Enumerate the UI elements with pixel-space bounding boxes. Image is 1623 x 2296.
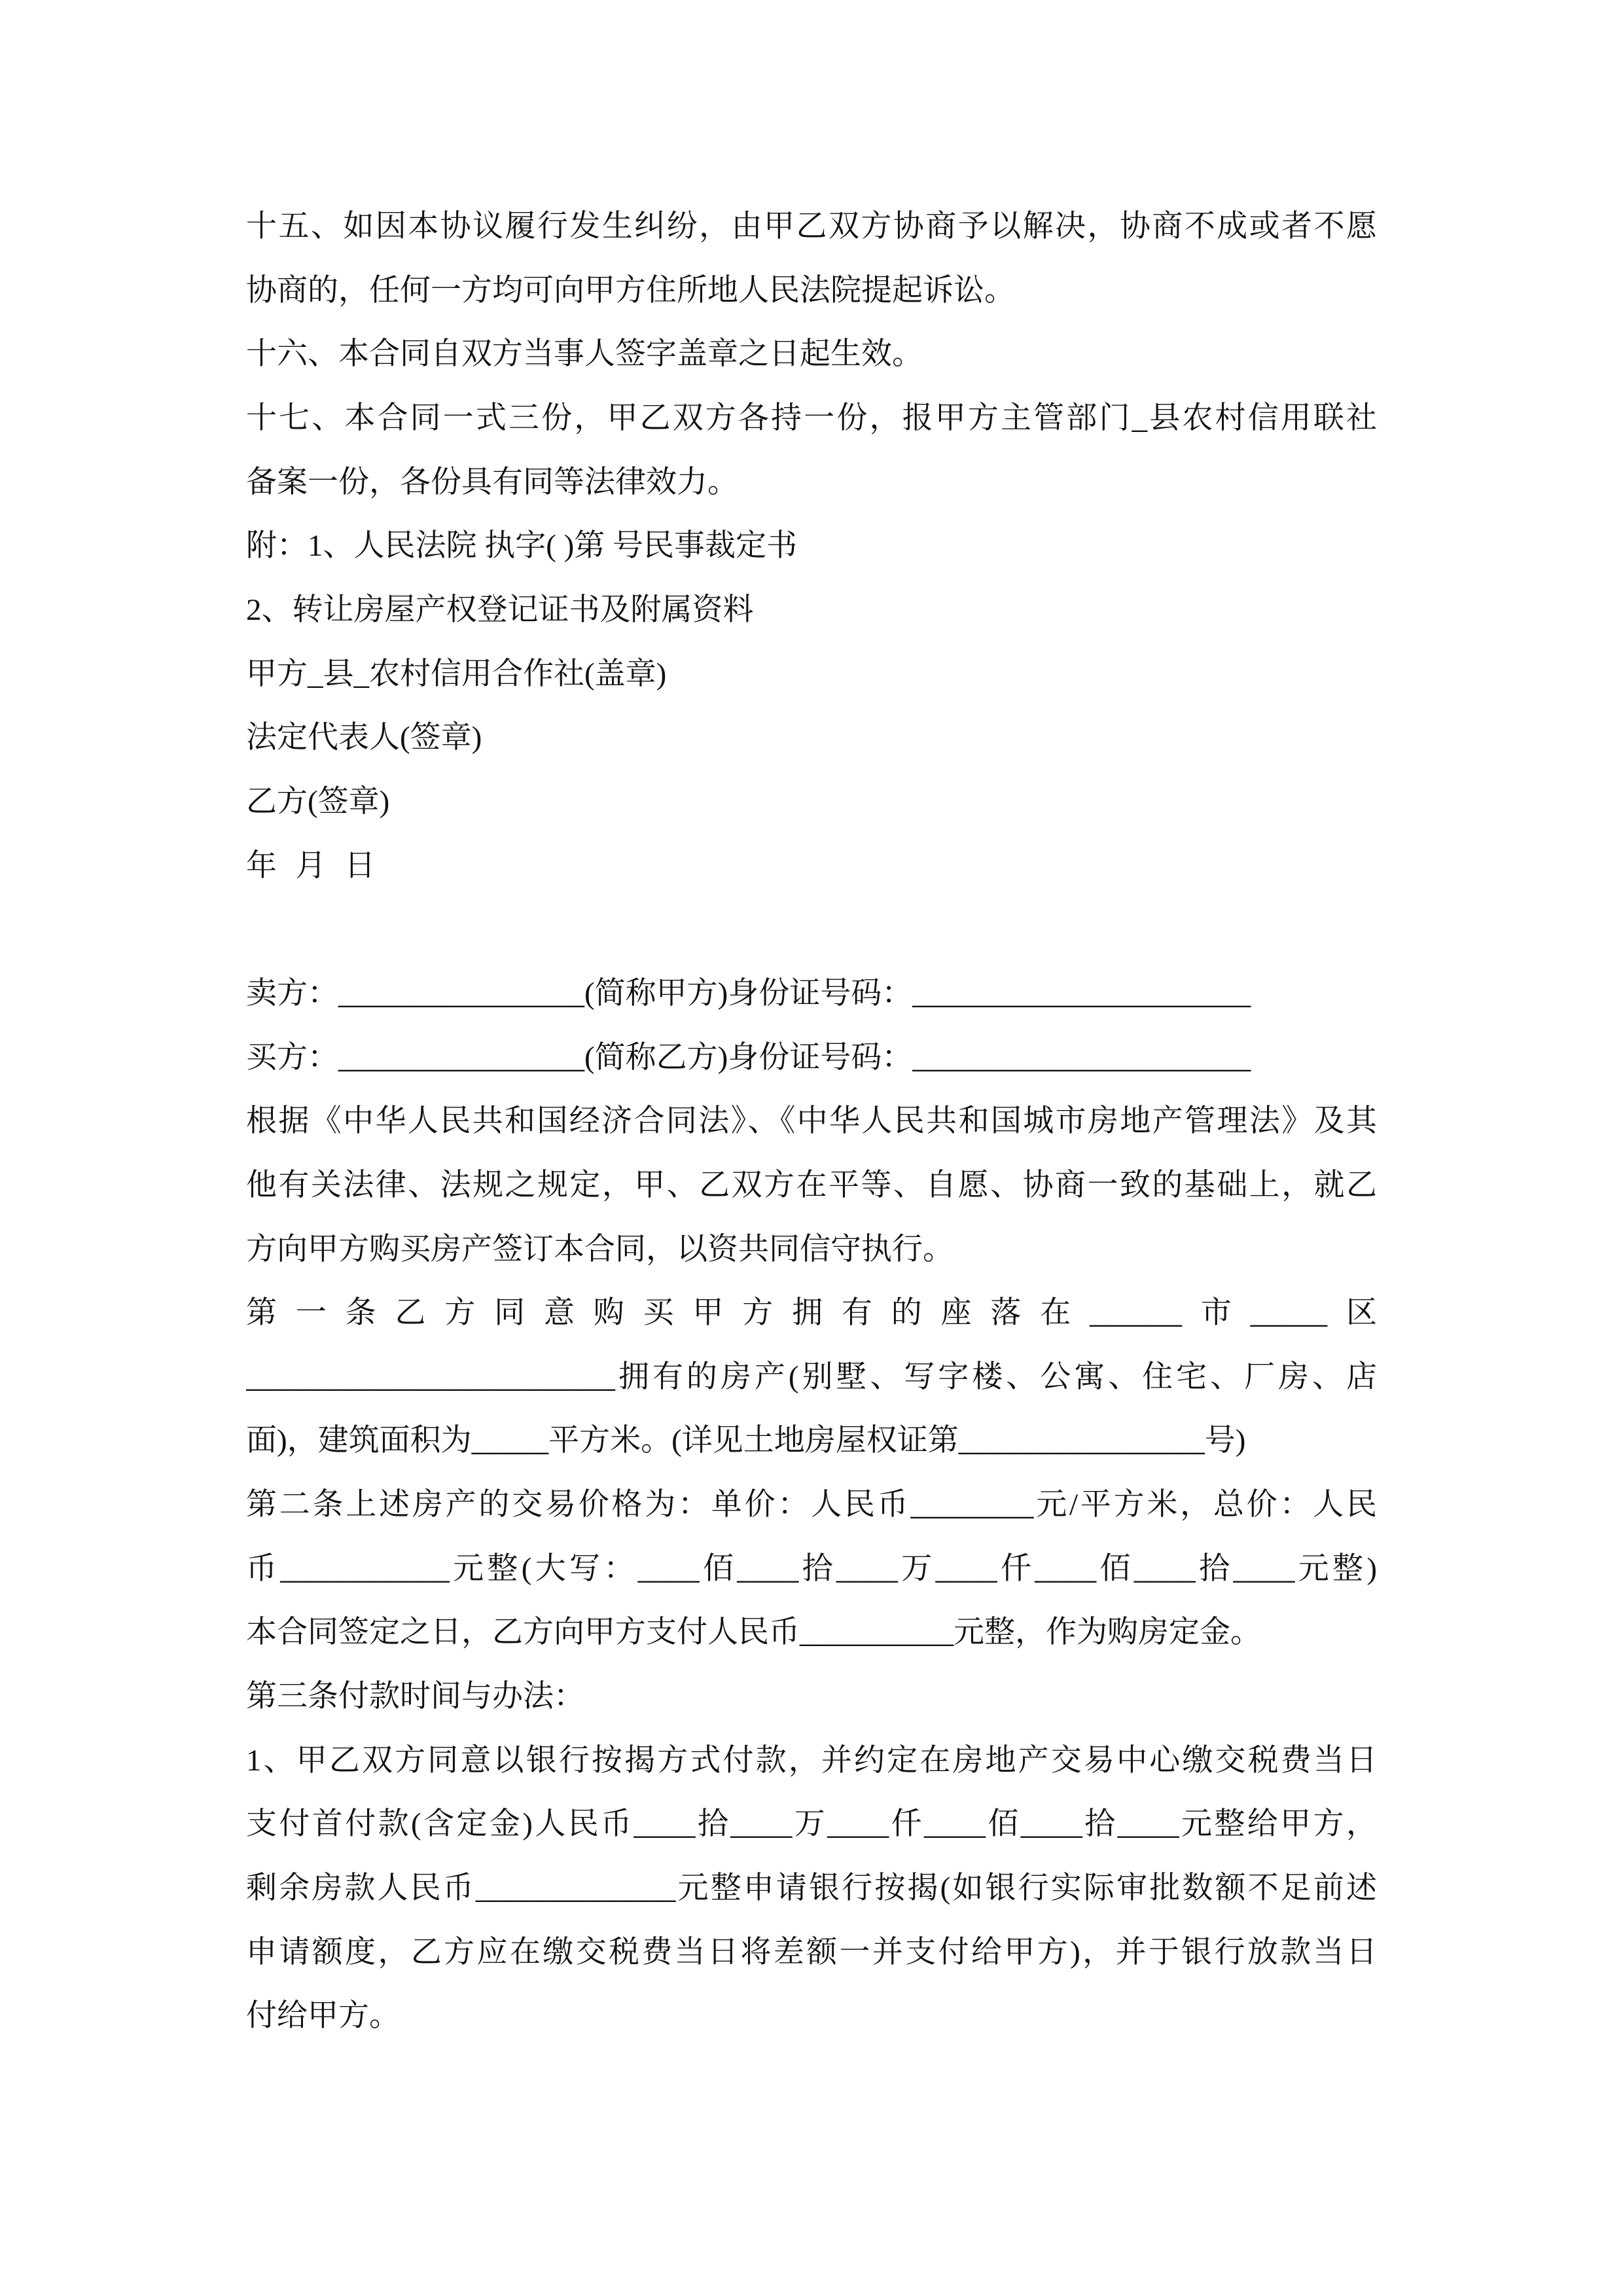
seller-line: 卖方：________________(简称甲方)身份证号码：______________________ (246, 976, 1251, 1011)
article-3-item-1-line-4: 申请额度，乙方应在缴交税费当日将差额一并支付给甲方)，并于银行放款当日 (246, 1935, 1377, 1969)
preamble-line-3: 方向甲方购买房产签订本合同，以资共同信守执行。 (246, 1232, 954, 1266)
preamble-line-2: 他有关法律、法规之规定，甲、乙双方在平等、自愿、协商一致的基础上，就乙 (246, 1168, 1377, 1202)
signing-date: 年 月 日 (246, 848, 376, 883)
legal-rep-signature: 法定代表人(签章) (246, 721, 482, 755)
party-b-signature: 乙方(签章) (246, 784, 390, 819)
clause-17-line-2: 备案一份，各份具有同等法律效力。 (246, 465, 738, 499)
article-1-line-2: ________________________拥有的房产(别墅、写字楼、公寓、住宅、厂房、店 (246, 1359, 1377, 1394)
article-3-title: 第三条付款时间与办法： (246, 1679, 584, 1714)
article-3-item-1-line-2: 支付首付款(含定金)人民币____拾____万____仟____佰____拾____元整给甲方， (246, 1807, 1377, 1842)
party-a-signature: 甲方_县_农村信用合作社(盖章) (246, 656, 667, 691)
article-1-line-1: 第一条乙方同意购买甲方拥有的座落在______市_____区 (246, 1296, 1377, 1331)
article-2-line-2: 币___________元整(大写：____佰____拾____万____仟____佰____拾____元整) (246, 1551, 1377, 1586)
attachment-1: 附：1、人民法院 执字( )第 号民事裁定书 (246, 529, 798, 564)
document-body (246, 195, 1377, 2049)
article-2-line-3: 本合同签定之日，乙方向甲方支付人民币__________元整，作为购房定金。 (246, 1615, 1261, 1650)
article-2-line-1: 第二条上述房产的交易价格为：单价：人民币________元/平方米，总价：人民 (246, 1488, 1377, 1522)
clause-15-line-1: 十五、如因本协议履行发生纠纷，由甲乙双方协商予以解决，协商不成或者不愿 (246, 209, 1377, 243)
buyer-line: 买方：________________(简称乙方)身份证号码：______________________ (246, 1040, 1251, 1075)
article-3-item-1-line-1: 1、甲乙双方同意以银行按揭方式付款，并约定在房地产交易中心缴交税费当日 (246, 1743, 1377, 1778)
section-spacer (246, 898, 1377, 962)
clause-15-line-2: 协商的，任何一方均可向甲方住所地人民法院提起诉讼。 (246, 273, 1015, 308)
attachment-2: 2、转让房屋产权登记证书及附属资料 (246, 592, 754, 627)
clause-17-line-1: 十七、本合同一式三份，甲乙双方各持一份，报甲方主管部门_县农村信用联社 (246, 401, 1377, 435)
article-3-item-1-line-5: 付给甲方。 (246, 1999, 400, 2034)
article-1-line-3: 面)，建筑面积为_____平方米。(详见土地房屋权证第________________号) (246, 1424, 1246, 1458)
article-3-item-1-line-3: 剩余房款人民币_____________元整申请银行按揭(如银行实际审批数额不足前述 (246, 1871, 1377, 1906)
preamble-line-1: 根据《中华人民共和国经济合同法》、《中华人民共和国城市房地产管理法》及其 (246, 1104, 1377, 1139)
clause-16: 十六、本合同自双方当事人签字盖章之日起生效。 (246, 337, 923, 372)
